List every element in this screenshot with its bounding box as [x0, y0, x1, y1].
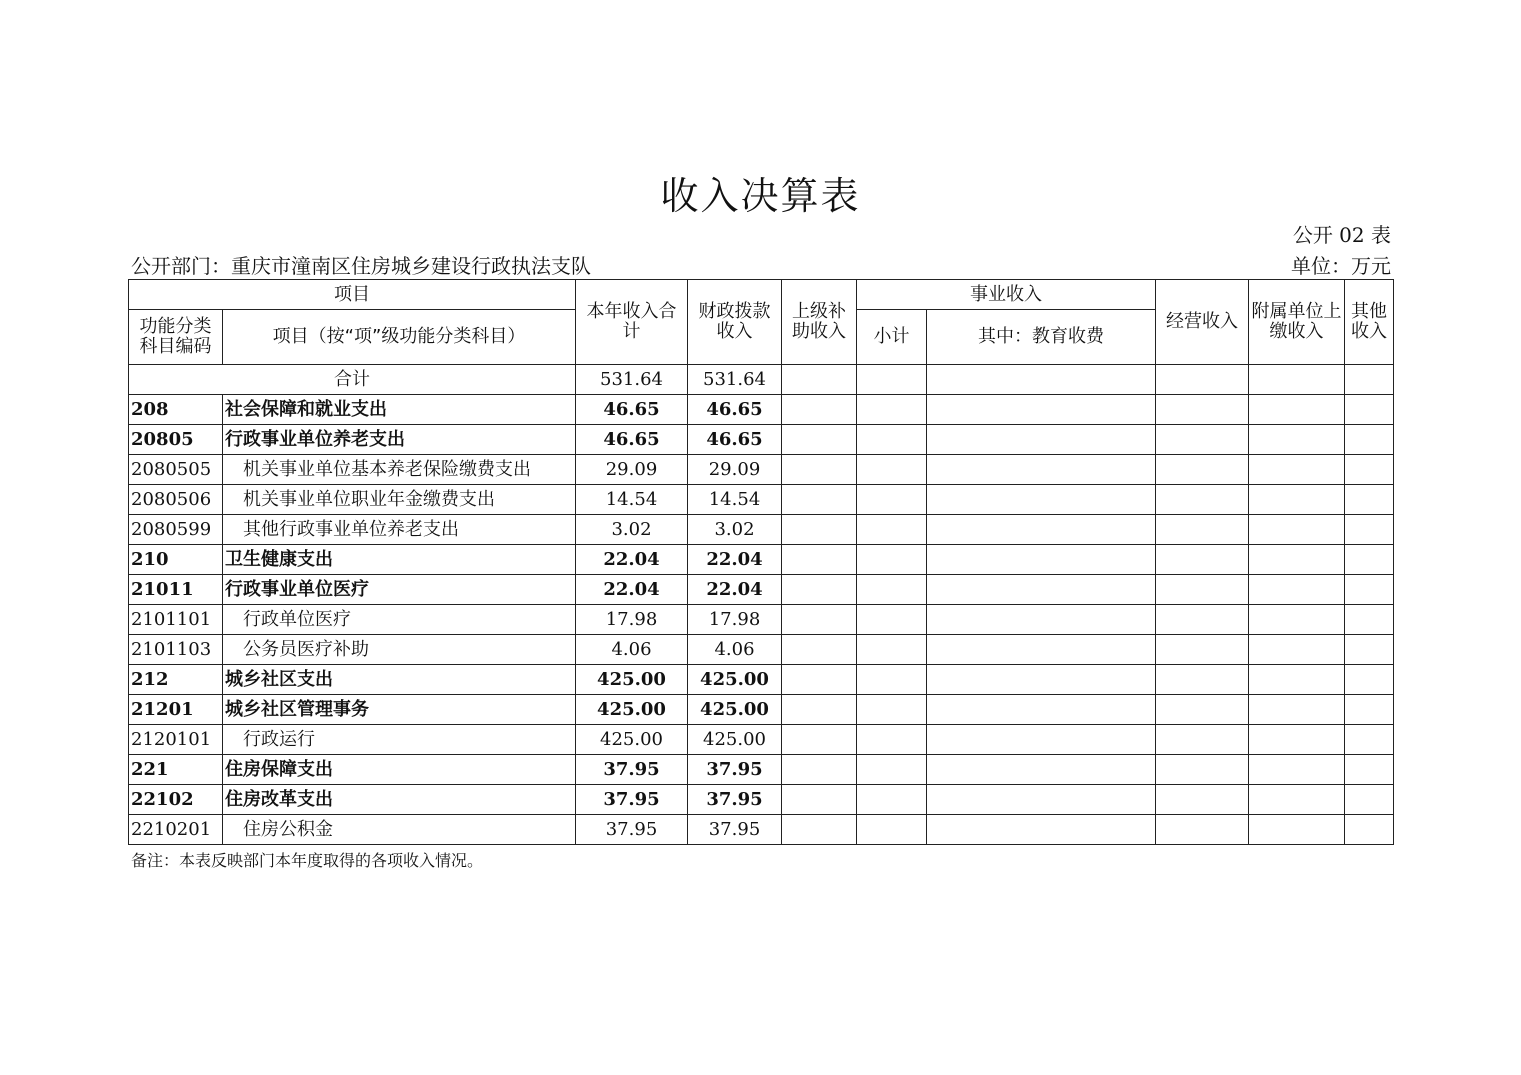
- total-fiscal: 531.64: [688, 365, 782, 395]
- row-name: 社会保障和就业支出: [223, 395, 576, 425]
- header-other: 其他收入: [1345, 280, 1394, 365]
- row-code: 22102: [129, 785, 223, 815]
- header-code: 功能分类科目编码: [129, 310, 223, 365]
- row-fiscal: 3.02: [688, 515, 782, 545]
- row-total: 37.95: [576, 815, 688, 845]
- row-code: 2210201: [129, 815, 223, 845]
- row-total: 29.09: [576, 455, 688, 485]
- row-code: 2120101: [129, 725, 223, 755]
- row-code: 21201: [129, 695, 223, 725]
- header-superior: 上级补助收入: [782, 280, 857, 365]
- row-total: 22.04: [576, 545, 688, 575]
- row-fiscal: 46.65: [688, 425, 782, 455]
- table-row: [129, 455, 1394, 485]
- table-row: [129, 695, 1394, 725]
- row-total: 22.04: [576, 575, 688, 605]
- row-fiscal: 37.95: [688, 815, 782, 845]
- row-name: 行政运行: [223, 725, 576, 755]
- row-total: 425.00: [576, 695, 688, 725]
- row-name: 住房公积金: [223, 815, 576, 845]
- row-name: 住房保障支出: [223, 755, 576, 785]
- row-fiscal: 22.04: [688, 575, 782, 605]
- unit-label: 单位：万元: [1291, 254, 1391, 278]
- header-name: 项目（按“项”级功能分类科目）: [223, 310, 576, 365]
- row-total: 37.95: [576, 785, 688, 815]
- row-code: 221: [129, 755, 223, 785]
- row-code: 212: [129, 665, 223, 695]
- header-subtotal: 小计: [857, 310, 927, 365]
- row-fiscal: 14.54: [688, 485, 782, 515]
- row-total: 17.98: [576, 605, 688, 635]
- header-affiliated: 附属单位上缴收入: [1249, 280, 1345, 365]
- row-total: 425.00: [576, 725, 688, 755]
- row-code: 210: [129, 545, 223, 575]
- row-code: 2080506: [129, 485, 223, 515]
- header-fiscal: 财政拨款收入: [688, 280, 782, 365]
- row-code: 2101103: [129, 635, 223, 665]
- row-name: 城乡社区支出: [223, 665, 576, 695]
- table-body: [129, 280, 1394, 845]
- table-row: [129, 425, 1394, 455]
- row-name: 卫生健康支出: [223, 545, 576, 575]
- row-fiscal: 46.65: [688, 395, 782, 425]
- table-row: [129, 785, 1394, 815]
- row-total: 46.65: [576, 425, 688, 455]
- table-row: [129, 515, 1394, 545]
- table-row: [129, 725, 1394, 755]
- row-name: 行政事业单位养老支出: [223, 425, 576, 455]
- table-row: [129, 575, 1394, 605]
- row-name: 住房改革支出: [223, 785, 576, 815]
- footnote: 备注：本表反映部门本年度取得的各项收入情况。: [131, 851, 484, 870]
- row-fiscal: 17.98: [688, 605, 782, 635]
- table-row: [129, 635, 1394, 665]
- table-row: [129, 755, 1394, 785]
- table-row: [129, 395, 1394, 425]
- total-amount: 531.64: [576, 365, 688, 395]
- row-total: 14.54: [576, 485, 688, 515]
- row-fiscal: 22.04: [688, 545, 782, 575]
- row-code: 20805: [129, 425, 223, 455]
- row-total: 4.06: [576, 635, 688, 665]
- row-name: 公务员医疗补助: [223, 635, 576, 665]
- row-fiscal: 37.95: [688, 755, 782, 785]
- row-name: 机关事业单位基本养老保险缴费支出: [223, 455, 576, 485]
- row-fiscal: 425.00: [688, 695, 782, 725]
- row-total: 425.00: [576, 665, 688, 695]
- total-label: 合计: [129, 365, 576, 395]
- row-fiscal: 29.09: [688, 455, 782, 485]
- row-name: 机关事业单位职业年金缴费支出: [223, 485, 576, 515]
- table-row: [129, 815, 1394, 845]
- header-project: 项目: [129, 280, 576, 310]
- row-fiscal: 425.00: [688, 725, 782, 755]
- header-operating: 经营收入: [1156, 280, 1249, 365]
- row-fiscal: 425.00: [688, 665, 782, 695]
- table-code: 公开 02 表: [1292, 223, 1391, 247]
- row-name: 行政事业单位医疗: [223, 575, 576, 605]
- table-row: [129, 545, 1394, 575]
- row-code: 2080599: [129, 515, 223, 545]
- row-total: 3.02: [576, 515, 688, 545]
- table-row: [129, 605, 1394, 635]
- header-business: 事业收入: [857, 280, 1156, 310]
- row-code: 2080505: [129, 455, 223, 485]
- header-total: 本年收入合计: [576, 280, 688, 365]
- row-fiscal: 37.95: [688, 785, 782, 815]
- income-table: [128, 279, 1394, 845]
- total-row: [129, 365, 1394, 395]
- table-row: [129, 665, 1394, 695]
- table-row: [129, 485, 1394, 515]
- row-code: 208: [129, 395, 223, 425]
- row-name: 其他行政事业单位养老支出: [223, 515, 576, 545]
- row-total: 46.65: [576, 395, 688, 425]
- row-fiscal: 4.06: [688, 635, 782, 665]
- department-label: 公开部门：重庆市潼南区住房城乡建设行政执法支队: [131, 254, 591, 278]
- row-code: 2101101: [129, 605, 223, 635]
- row-name: 行政单位医疗: [223, 605, 576, 635]
- page-title: 收入决算表: [660, 174, 861, 218]
- header-education: 其中：教育收费: [927, 310, 1156, 365]
- row-code: 21011: [129, 575, 223, 605]
- row-name: 城乡社区管理事务: [223, 695, 576, 725]
- row-total: 37.95: [576, 755, 688, 785]
